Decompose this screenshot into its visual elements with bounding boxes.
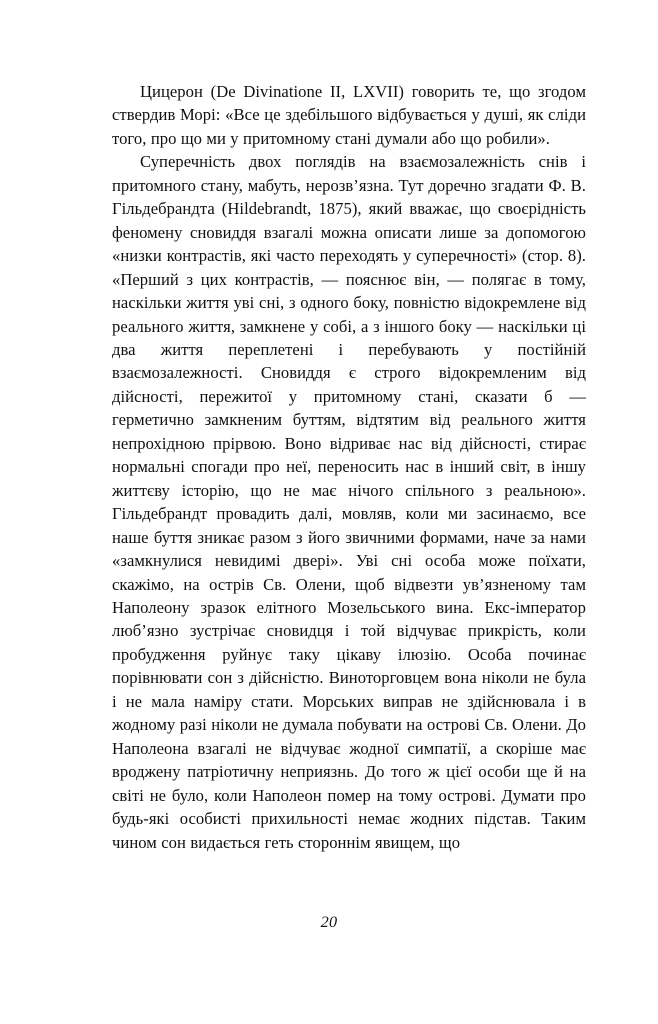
page-number: 20 [320,913,338,931]
body-text-block [112,80,586,854]
paragraph-1: Цицерон (De Divinatione II, LXVII) говорить те, що згодом ствердив Морі: «Все це здебільшого відбувається у душі, як сліди того, про що ми у притомному стані думали або що робили». [112,82,586,148]
paragraph-2: Суперечність двох поглядів на взаємозалежність снів і притомного стану, мабуть, нерозв’язна. Тут доречно згадати Ф. В. Гільдебрандта (Hildebrandt, 1875), який вважає, що своєрідність феномену сновиддя взагалі можна описати лише за допомогою «низки контрастів, які часто переходять у суперечності» (стор. 8). «Перший з цих контрастів, — пояснює він, — полягає в тому, наскільки життя уві сні, з одного боку, повністю відокремлене від реального життя, замкнене у собі, а з іншого боку — наскільки ці два життя переплетені і перебувають у постійній взаємозалежності. Сновиддя є строго відокремленим від дійсності, пережитої у притомному стані, сказати б — герметично замкненим буттям, відтятим від реального життя непрохідною прірвою. Воно відриває нас від дійсності, стирає нормальні спогади про неї, переносить нас в інший світ, в іншу життєву історію, що не має нічого спільного з реальною». Гільдебрандт провадить далі, мовляв, коли ми засинаємо, все наше буття зникає разом з його звичними формами, наче за нами «замкнулися невидимі двері». Уві сні особа може поїхати, скажімо, на острів Св. Олени, щоб відвезти ув’язненому там Наполеону зразок елітного Мозельського вина. Екс-імператор люб’язно зустрічає сновидця і той відчуває прикрість, коли пробудження руйнує таку цікаву ілюзію. Особа починає порівнювати сон з дійсністю. Виноторговцем вона ніколи не була і не мала наміру стати. Морських виправ не здійснювала і в жодному разі ніколи не думала побувати на острові Св. Олени. До Наполеона взагалі не відчуває жодної симпатії, а скоріше має вроджену патріотичну неприязнь. До того ж цієї особи ще й на світі не було, коли Наполеон помер на тому острові. Думати про будь-які особисті прихильності немає жодних підстав. Таким чином сон видається геть стороннім явищем, що [112,152,586,852]
